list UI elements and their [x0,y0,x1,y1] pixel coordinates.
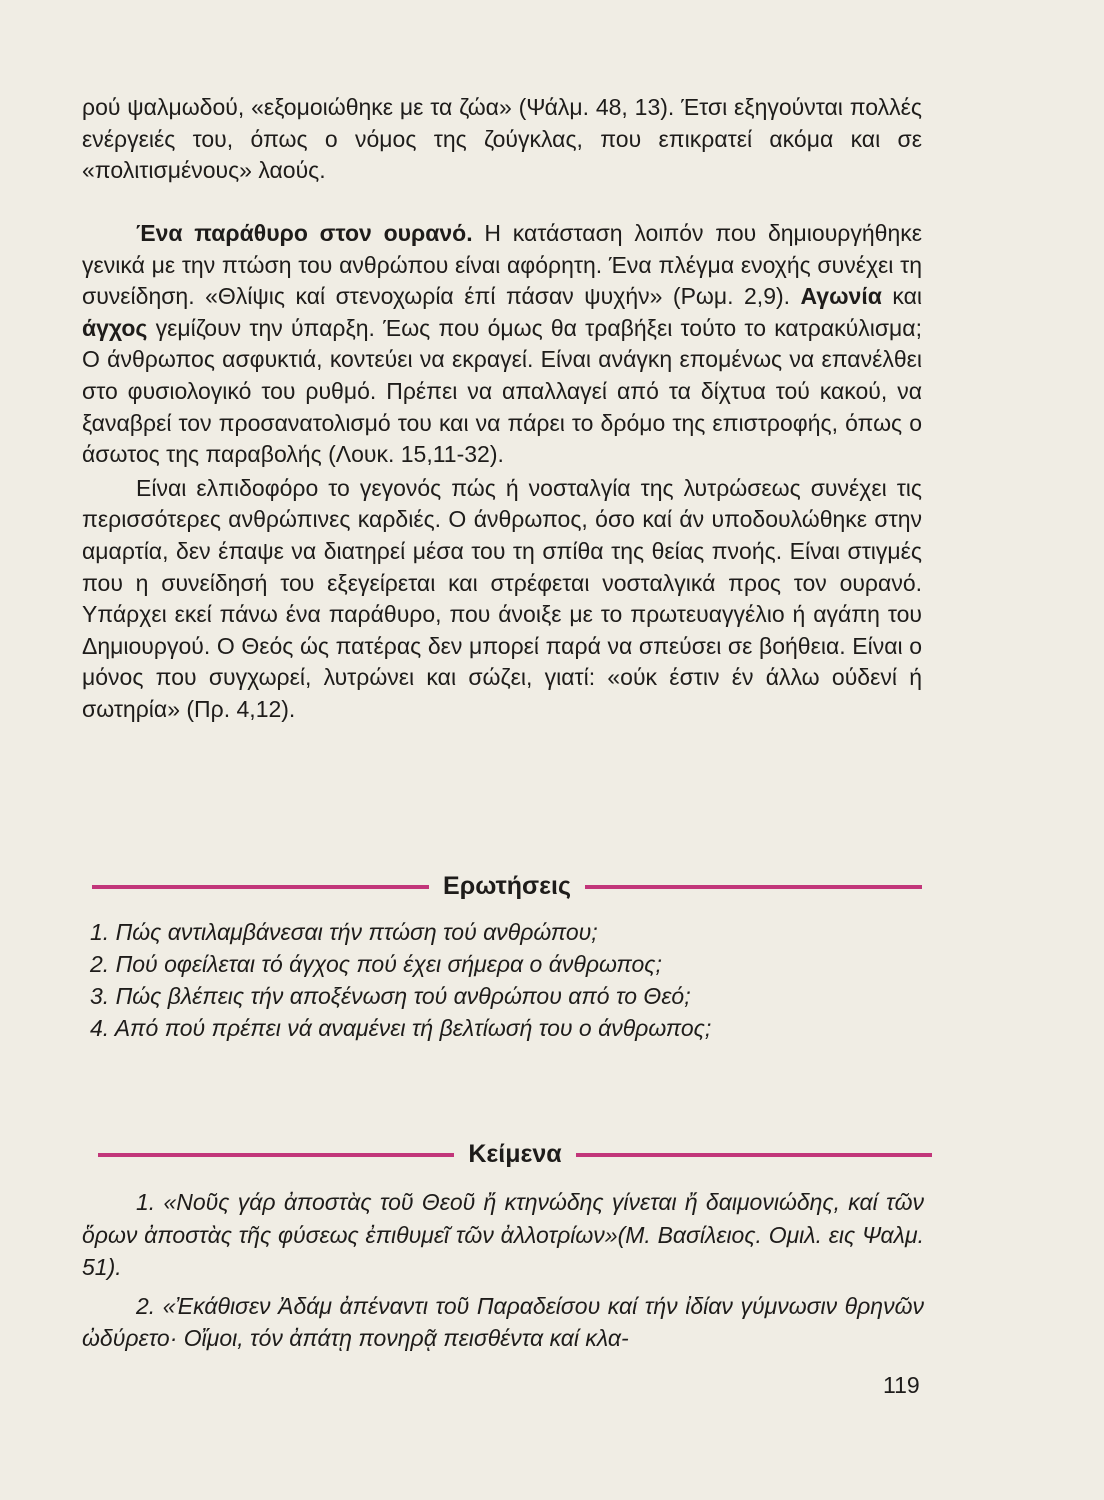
section-title: Ένα παράθυρο στον ουρανό. [136,220,473,246]
section-window-to-heaven [82,218,922,726]
questions-heading-row [92,872,922,901]
text-item: 2. «Ἐκάθισεν Ἀδάμ ἀπέναντι τοῦ Παραδείσου καί τήν ἰδίαν γύμνωσιν θρηνῶν ὠδύρετο· Οἴμοι, τόν ἀπάτῃ πονηρᾷ πεισθέντα καί κλα- [82,1292,924,1351]
section-part1: Η κατάσταση λοιπόν που δημιουργήθηκε γενικά με την πτώση του ανθρώπου είναι αφόρητη. Ένα πλέγμα ενοχής συνέχει τη συνείδηση. «Θλίψις καί στενοχωρία έπί πάσαν ψυχήν» (Ρωμ. 2,9). [82,220,922,310]
questions-list [90,916,930,1044]
texts-heading-row [98,1140,932,1169]
page-number: 119 [883,1372,920,1398]
question-item: 3. Πώς βλέπεις τήν αποξένωση τού ανθρώπου από το Θεό; [90,983,691,1009]
section-bold-phrase: Αγωνία [800,283,882,310]
section-part2: γεμίζουν την ύπαρξη. Έως που όμως θα τραβήξει τούτο το κατρακύλισμα; Ο άνθρωπος ασφυκτιά, κοντεύει να εκραγεί. Είναι ανάγκη επομένως να επανέλθει στο φυσιολογικό του ρυθμό. Πρέπει να απαλλαγεί από τα δίχτυα τού κακού, να ξαναβρεί τον προσανατολισμό του και να πάρει το δρόμο της επιστροφής, όπως ο άσωτος της παραβολής (Λουκ. 15,11-32). [82,314,922,468]
texts-list [82,1186,924,1361]
section-bold-phrase-2: άγχος [82,314,148,341]
paragraph-2: Είναι ελπιδοφόρο το γεγονός πώς ή νοσταλγία της λυτρώσεως συνέχει τις περισσότερες ανθρώπινες καρδιές. Ο άνθρωπος, όσο καί άν υποδουλώθηκε στην αμαρτία, δεν έπαψε να διατηρεί μέσα του τη σπίθα της θείας πνοής. Είναι στιγμές που η συνείδησή του εξεγείρεται και στρέφεται νοσταλγικά προς τον ουρανό. Υπάρχει εκεί πάνω ένα παράθυρο, που άνοιξε με το πρωτευαγγέλιο ή αγάπη του Δημιουργού. Ο Θεός ώς πατέρας δεν μπορεί παρά να σπεύσει σε βοήθεια. Είναι ο μόνος που συγχωρεί, λυτρώνει και σώζει, γιατί: «ούκ έστιν έν άλλω ούδενί ή σωτηρία» (Πρ. 4,12). [82,474,922,722]
divider-left [98,1153,454,1157]
divider-right [585,885,922,889]
section-paragraph [82,218,922,471]
question-item: 1. Πώς αντιλαμβάνεσαι τήν πτώση τού ανθρώπου; [90,919,598,945]
question-item: 2. Πού οφείλεται τό άγχος πού έχει σήμερα ο άνθρωπος; [90,951,662,977]
section-middle: και [892,283,922,310]
text-item: 1. «Νοῦς γάρ ἀποστὰς τοῦ Θεοῦ ἤ κτηνώδης γίνεται ἤ δαιμονιώδης, καί τῶν ὅρων ἀποστὰς τῆς φύσεως ἐπιθυμεῖ τῶν ἀλλοτρίων»(Μ. Βασίλειος. Ομιλ. εις Ψαλμ. 51). [82,1189,924,1280]
divider-right [576,1153,932,1157]
question-item: 4. Από πού πρέπει νά αναμένει τή βελτίωσή του ο άνθρωπος; [90,1015,712,1041]
questions-heading: Ερωτήσεις [443,872,571,900]
divider-left [92,885,429,889]
texts-heading: Κείμενα [468,1140,562,1168]
intro-text: ρού ψαλμωδού, «εξομοιώθηκε με τα ζώα» (Ψάλμ. 48, 13). Έτσι εξηγούνται πολλές ενέργειές του, όπως ο νόμος της ζούγκλας, που επικρατεί ακόμα και σε «πολιτισμένους» λαούς. [82,94,922,184]
intro-paragraph [82,92,922,187]
